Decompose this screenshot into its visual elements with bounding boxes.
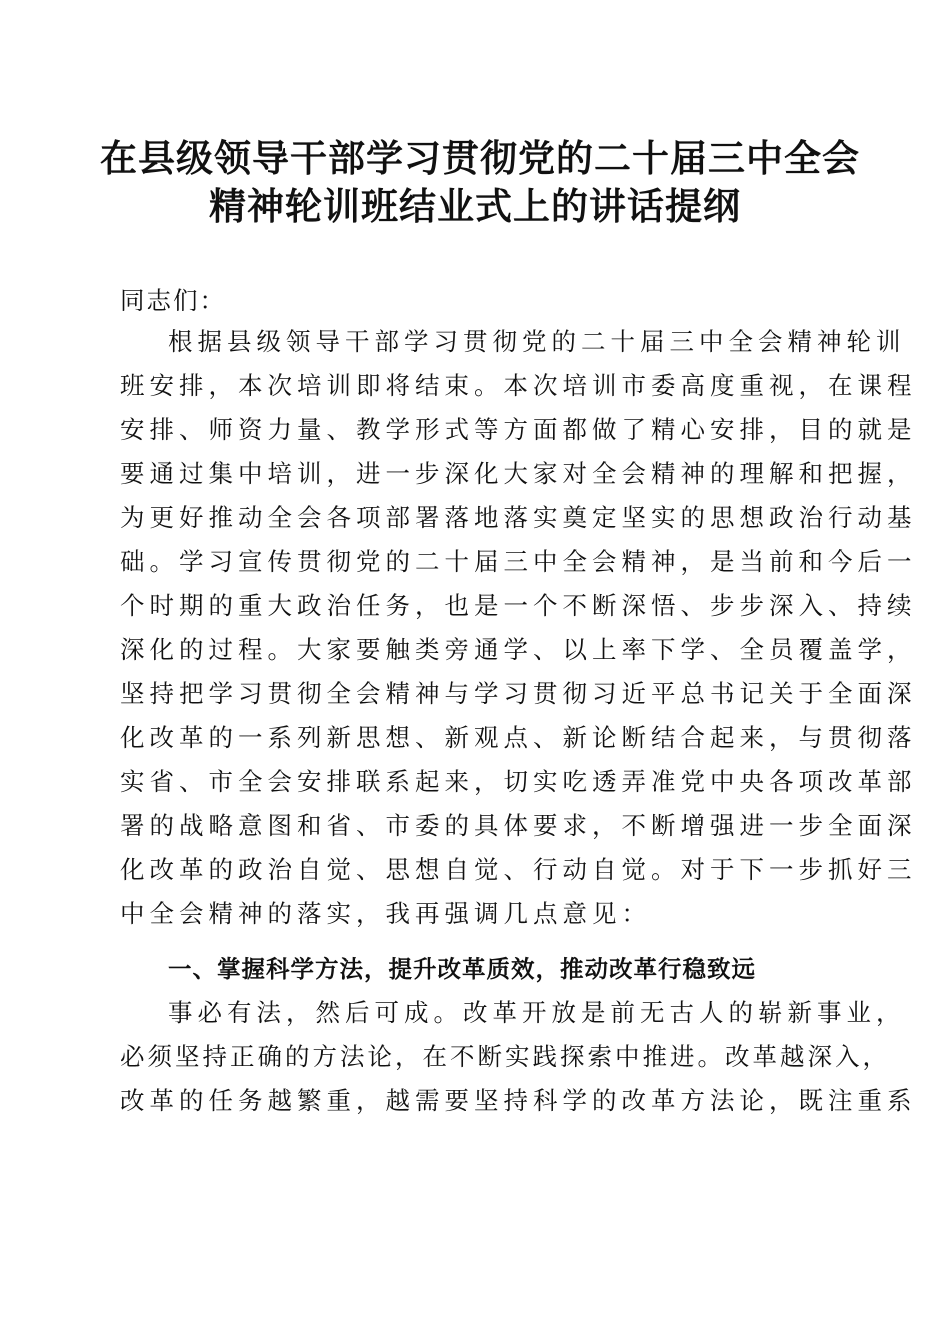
paragraph-1-line: 实省、市全会安排联系起来，切实吃透弄准党中央各项改革部 xyxy=(120,767,917,796)
paragraph-1-line: 署的战略意图和省、市委的具体要求，不断增强进一步全面深 xyxy=(120,811,917,840)
paragraph-1-line: 为更好推动全会各项部署落地落实奠定坚实的思想政治行动基 xyxy=(120,503,917,532)
document-title-line-1: 在县级领导干部学习贯彻党的二十届三中全会 xyxy=(100,136,860,180)
document-title-line-2: 精神轮训班结业式上的讲话提纲 xyxy=(209,184,741,228)
paragraph-1-line: 化改革的一系列新思想、新观点、新论断结合起来，与贯彻落 xyxy=(120,723,917,752)
paragraph-1-line: 要通过集中培训，进一步深化大家对全会精神的理解和把握， xyxy=(120,459,917,488)
salutation: 同志们： xyxy=(120,286,226,315)
paragraph-1-line: 班安排，本次培训即将结束。本次培训市委高度重视，在课程 xyxy=(120,371,917,400)
paragraph-1-line: 化改革的政治自觉、思想自觉、行动自觉。对于下一步抓好三 xyxy=(120,855,917,884)
paragraph-2-line: 必须坚持正确的方法论，在不断实践探索中推进。改革越深入， xyxy=(120,1042,890,1071)
paragraph-2-line: 改革的任务越繁重，越需要坚持科学的改革方法论，既注重系 xyxy=(120,1086,917,1115)
paragraph-1-line: 安排、师资力量、教学形式等方面都做了精心安排，目的就是 xyxy=(120,415,917,444)
paragraph-1-line: 坚持把学习贯彻全会精神与学习贯彻习近平总书记关于全面深 xyxy=(120,679,917,708)
paragraph-2-line: 事必有法，然后可成。改革开放是前无古人的崭新事业， xyxy=(168,998,906,1027)
paragraph-1-line: 个时期的重大政治任务，也是一个不断深悟、步步深入、持续 xyxy=(120,591,917,620)
paragraph-1-line: 中全会精神的落实，我再强调几点意见： xyxy=(120,899,651,928)
paragraph-1-line: 根据县级领导干部学习贯彻党的二十届三中全会精神轮训 xyxy=(168,327,906,356)
section-heading-1: 一、掌握科学方法，提升改革质效，推动改革行稳致远 xyxy=(168,955,756,983)
paragraph-1-line: 深化的过程。大家要触类旁通学、以上率下学、全员覆盖学， xyxy=(120,635,917,664)
paragraph-1-line: 础。学习宣传贯彻党的二十届三中全会精神，是当前和今后一 xyxy=(120,547,917,576)
